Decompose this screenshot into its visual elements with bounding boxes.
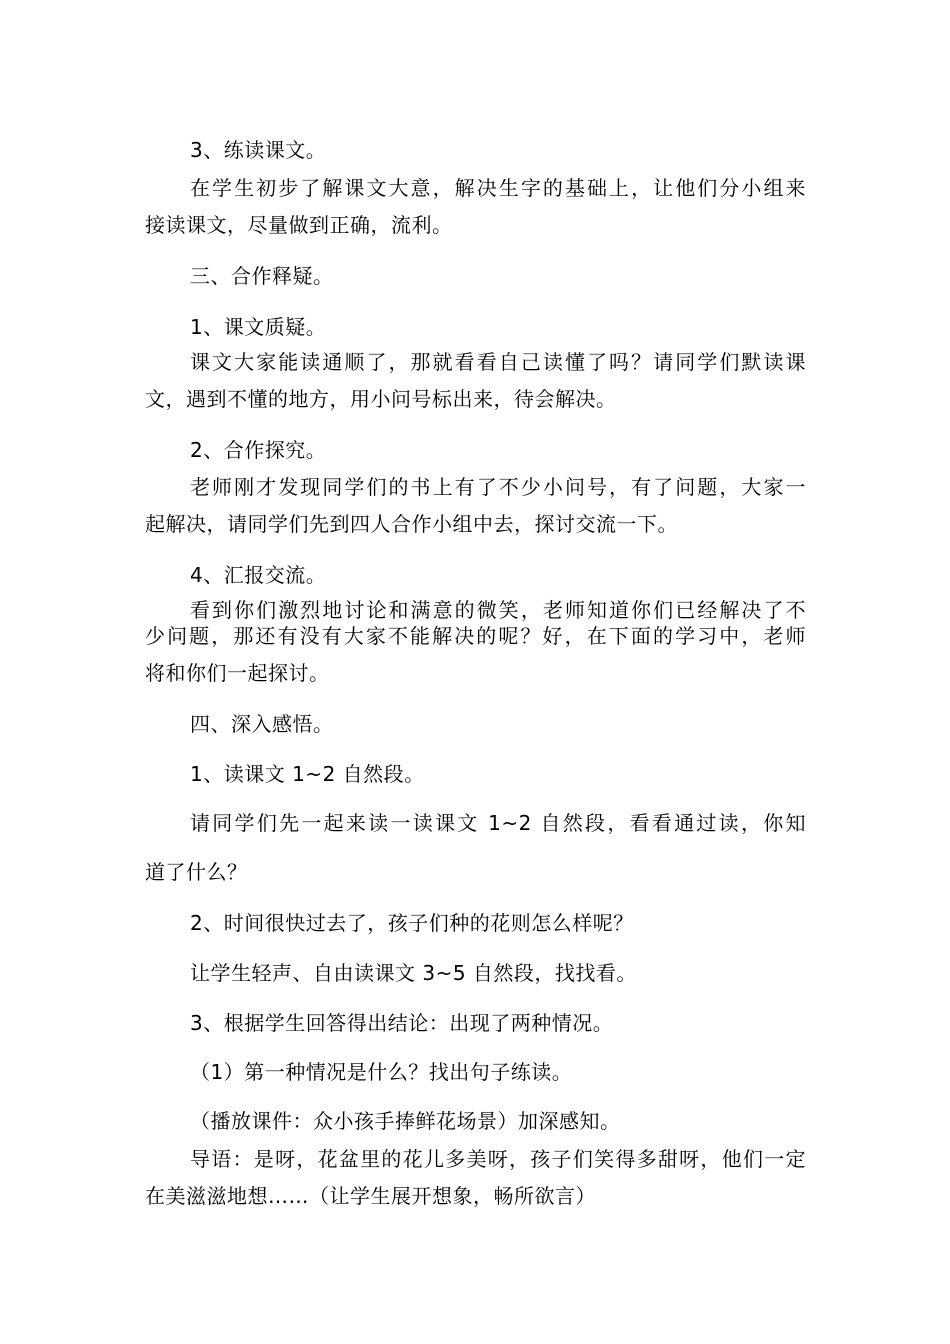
paragraph-line: 课文大家能读通顺了，那就看看自己读懂了吗？请同学们默读课 bbox=[190, 350, 806, 374]
paragraph-line: 文，遇到不懂的地方，用小问号标出来，待会解决。 bbox=[145, 387, 617, 411]
paragraph-line: 看到你们激烈地讨论和满意的微笑，老师知道你们已经解决了不 bbox=[190, 598, 806, 622]
paragraph-line: 在学生初步了解课文大意，解决生字的基础上，让他们分小组来 bbox=[190, 176, 806, 200]
paragraph-line: 将和你们一起探讨。 bbox=[145, 661, 330, 685]
paragraph-line: 少问题，那还有没有大家不能解决的呢？好，在下面的学习中，老师 bbox=[145, 624, 806, 648]
heading-report: 4、汇报交流。 bbox=[190, 563, 327, 587]
paragraph-line: 起解决，请同学们先到四人合作小组中去，探讨交流一下。 bbox=[145, 512, 678, 536]
paragraph-line: 导语：是呀，花盆里的花儿多美呀，孩子们笑得多甜呀，他们一定 bbox=[190, 1147, 806, 1171]
heading-read-paragraphs-1-2: 1、读课文 1~2 自然段。 bbox=[190, 762, 425, 786]
paragraph-line: 3、根据学生回答得出结论：出现了两种情况。 bbox=[190, 1011, 614, 1035]
section-heading-cooperation: 三、合作释疑。 bbox=[190, 264, 334, 288]
paragraph-line: 请同学们先一起来读一读课文 1~2 自然段，看看通过读，你知 bbox=[190, 811, 806, 835]
paragraph-line: 2、时间很快过去了，孩子们种的花则怎么样呢？ bbox=[190, 911, 634, 935]
heading-questioning: 1、课文质疑。 bbox=[190, 315, 327, 339]
paragraph-line: 在美滋滋地想……（让学生展开想象，畅所欲言） bbox=[145, 1184, 596, 1208]
paragraph-line: 老师刚才发现同学们的书上有了不少小问号，有了问题，大家一 bbox=[190, 475, 806, 499]
heading-practice-reading: 3、练读课文。 bbox=[190, 138, 327, 162]
paragraph-line: （1）第一种情况是什么？找出句子练读。 bbox=[190, 1060, 573, 1084]
section-heading-deep-understanding: 四、深入感悟。 bbox=[190, 712, 334, 736]
paragraph-line: 道了什么？ bbox=[145, 860, 248, 884]
paragraph-line: （播放课件：众小孩手捧鲜花场景）加深感知。 bbox=[190, 1109, 621, 1133]
paragraph-line: 接读课文，尽量做到正确，流利。 bbox=[145, 213, 453, 237]
paragraph-line: 让学生轻声、自由读课文 3~5 自然段，找找看。 bbox=[190, 961, 637, 985]
heading-exploration: 2、合作探究。 bbox=[190, 438, 327, 462]
